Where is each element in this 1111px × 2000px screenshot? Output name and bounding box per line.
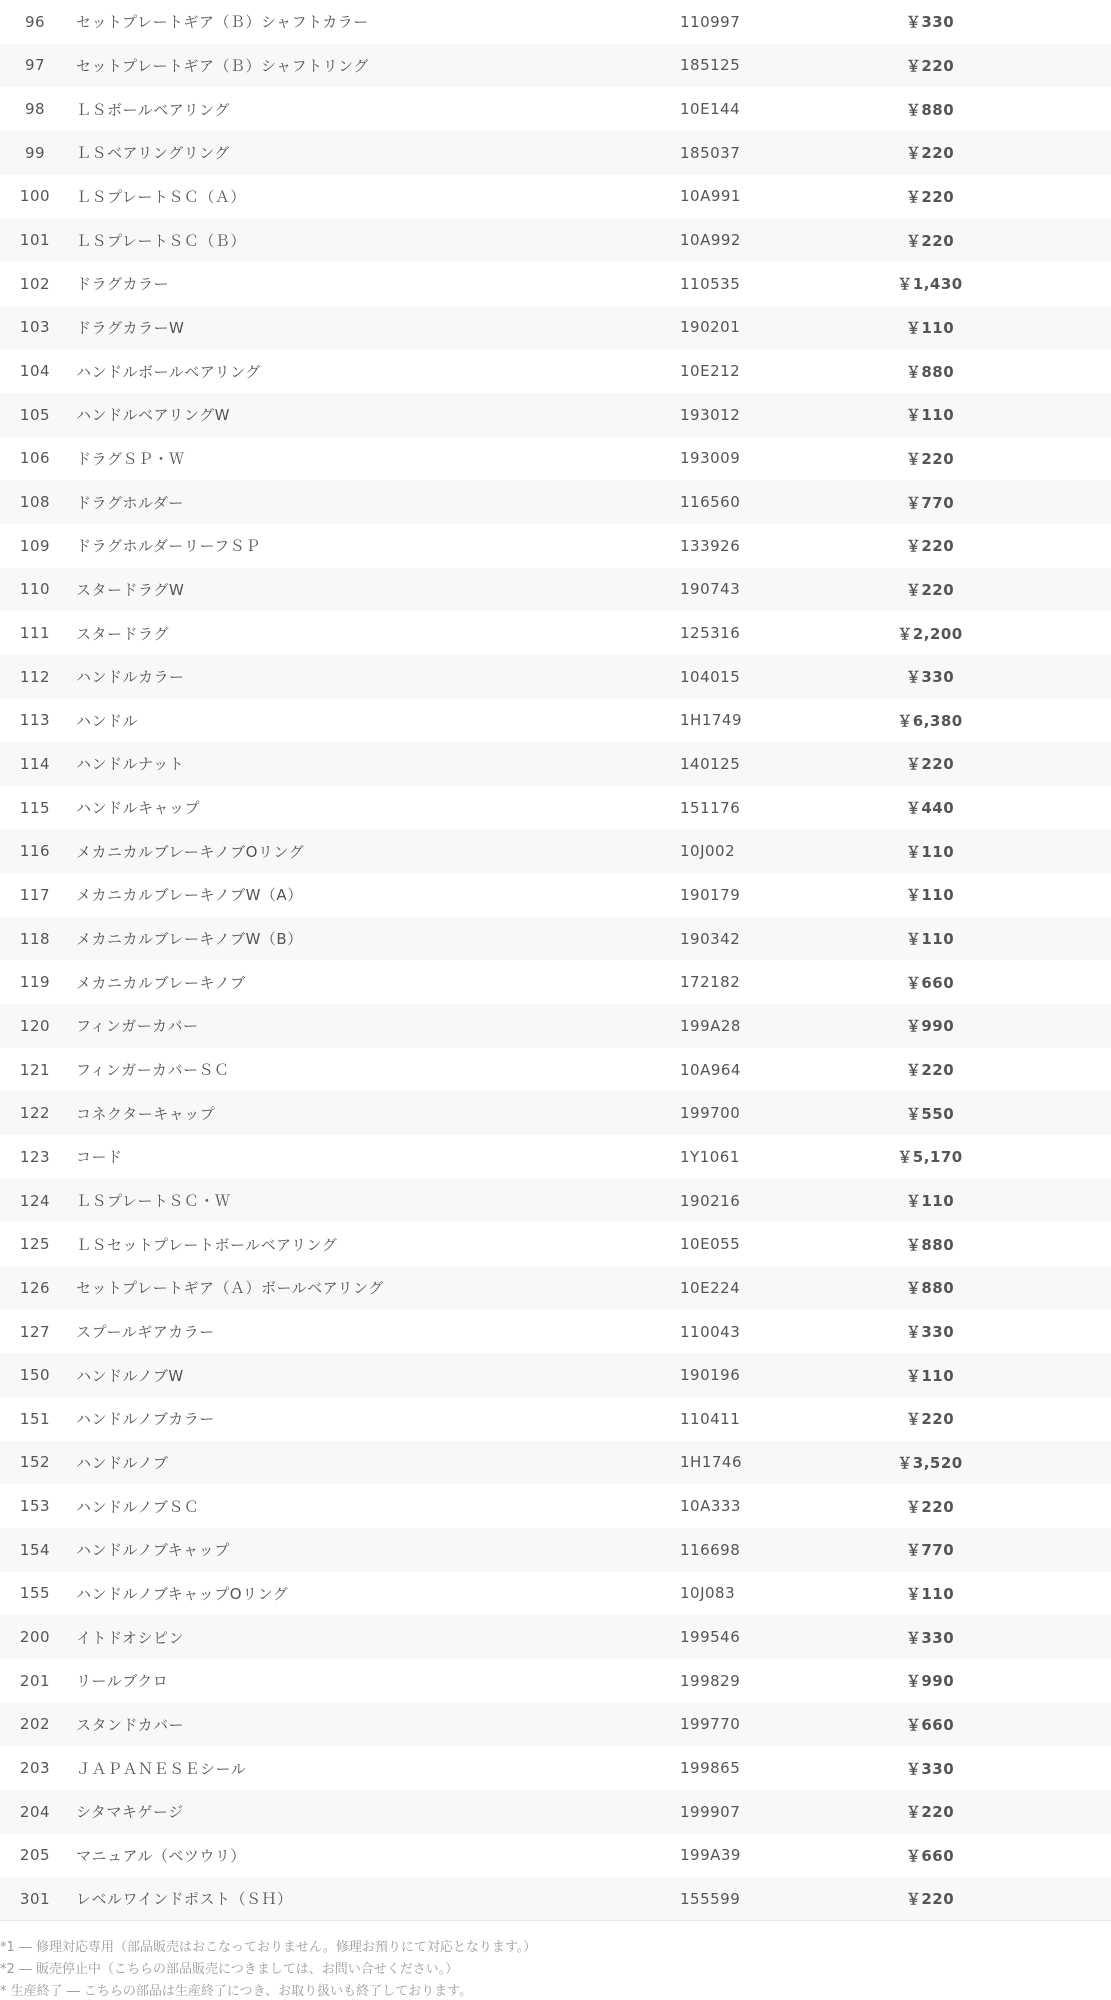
part-code: 199865: [680, 1759, 741, 1778]
row-spacer: [980, 480, 1111, 524]
row-spacer: [980, 87, 1111, 131]
row-spacer: [980, 262, 1111, 306]
table-row: [0, 917, 1111, 961]
part-price: ￥220: [905, 231, 955, 250]
part-price: ￥110: [905, 1366, 955, 1385]
part-code: 190196: [680, 1366, 741, 1385]
part-price: ￥220: [905, 1410, 955, 1429]
table-row: [0, 1703, 1111, 1747]
row-spacer: [980, 1484, 1111, 1528]
part-name: メカニカルブレーキノブW（A）: [76, 886, 303, 905]
row-spacer: [980, 960, 1111, 1004]
part-price: ￥220: [905, 537, 955, 556]
part-price: ￥110: [905, 406, 955, 425]
row-spacer: [980, 611, 1111, 655]
part-name: ＬＳプレートＳＣ（Ａ）: [76, 187, 246, 206]
part-number: 113: [19, 711, 51, 730]
part-number: 111: [19, 624, 51, 643]
part-price: ￥220: [905, 449, 955, 468]
part-code: 10A964: [680, 1060, 741, 1079]
row-spacer: [980, 1222, 1111, 1266]
row-spacer: [980, 655, 1111, 699]
part-price: ￥990: [905, 1017, 955, 1036]
part-price: ￥220: [905, 144, 955, 163]
table-row: [0, 1659, 1111, 1703]
row-spacer: [980, 524, 1111, 568]
part-code: 1Y1061: [680, 1147, 740, 1166]
part-code: 110411: [680, 1409, 741, 1428]
part-name: ハンドルカラー: [76, 668, 185, 687]
part-price: ￥880: [905, 1279, 955, 1298]
part-number: 155: [19, 1584, 51, 1603]
part-price: ￥880: [905, 100, 955, 119]
part-code: 185037: [680, 143, 741, 162]
part-name: ハンドルノブカラー: [76, 1410, 215, 1429]
part-price: ￥660: [905, 973, 955, 992]
part-price: ￥330: [905, 1323, 955, 1342]
part-number: 200: [19, 1628, 51, 1647]
part-price: ￥220: [905, 580, 955, 599]
part-number: 116: [19, 842, 51, 861]
part-number: 125: [19, 1235, 51, 1254]
part-price: ￥110: [905, 886, 955, 905]
part-price: ￥440: [905, 799, 955, 818]
part-name: ハンドルノブ: [76, 1453, 169, 1472]
part-number: 122: [19, 1104, 51, 1123]
part-price: ￥660: [905, 1846, 955, 1865]
part-code: 190201: [680, 318, 741, 337]
table-row: [0, 1397, 1111, 1441]
part-code: 190743: [680, 580, 741, 599]
table-row: [0, 1222, 1111, 1266]
table-row: [0, 0, 1111, 44]
part-price: ￥110: [905, 318, 955, 337]
part-number: 99: [24, 143, 46, 162]
footnote-sales-suspended: *2 ― 販売停止中（こちらの部品販売につきましては、お問い合せください。）: [0, 1962, 459, 1978]
part-name: ハンドル: [76, 711, 139, 730]
part-number: 97: [24, 56, 46, 75]
part-code: 10A333: [680, 1497, 741, 1516]
part-name: ドラグホルダー: [76, 493, 184, 512]
part-code: 10J083: [680, 1584, 736, 1603]
part-number: 123: [19, 1147, 51, 1166]
part-number: 112: [19, 667, 51, 686]
table-row: [0, 306, 1111, 350]
part-number: 110: [19, 580, 51, 599]
table-row: [0, 262, 1111, 306]
part-number: 104: [19, 362, 51, 381]
table-row: [0, 393, 1111, 437]
part-name: ハンドルナット: [76, 755, 185, 774]
row-spacer: [980, 1310, 1111, 1354]
part-code: 140125: [680, 754, 741, 773]
table-row: [0, 1179, 1111, 1223]
part-price: ￥990: [905, 1672, 955, 1691]
table-row: [0, 960, 1111, 1004]
table-row: [0, 437, 1111, 481]
part-name: フィンガーカバー: [76, 1017, 199, 1036]
part-name: セットプレートギア（Ｂ）シャフトリング: [76, 56, 369, 75]
part-name: ドラグカラーW: [76, 318, 185, 337]
row-spacer: [980, 218, 1111, 262]
row-spacer: [980, 44, 1111, 88]
table-row: [0, 1834, 1111, 1878]
part-name: ハンドルノブＳＣ: [76, 1497, 200, 1516]
row-spacer: [980, 131, 1111, 175]
table-row: [0, 1615, 1111, 1659]
part-code: 1H1746: [680, 1453, 742, 1472]
part-price: ￥770: [905, 1541, 955, 1560]
part-number: 204: [19, 1802, 51, 1821]
part-price: ￥3,520: [897, 1453, 963, 1472]
part-name: ハンドルボールベアリング: [76, 362, 261, 381]
table-row: [0, 873, 1111, 917]
part-code: 199700: [680, 1104, 741, 1123]
part-name: シタマキゲージ: [76, 1803, 184, 1822]
table-row: [0, 1790, 1111, 1834]
part-price: ￥330: [905, 13, 955, 32]
part-code: 110997: [680, 12, 741, 31]
row-spacer: [980, 1048, 1111, 1092]
row-spacer: [980, 1746, 1111, 1790]
table-row: [0, 524, 1111, 568]
part-name: ＬＳボールベアリング: [76, 100, 230, 119]
row-spacer: [980, 1572, 1111, 1616]
part-code: 104015: [680, 667, 741, 686]
part-price: ￥110: [905, 842, 955, 861]
part-name: ＬＳプレートＳＣ・Ｗ: [76, 1192, 231, 1211]
table-row: [0, 1528, 1111, 1572]
part-name: ハンドルノブキャップ: [76, 1541, 230, 1560]
part-number: 119: [19, 973, 51, 992]
part-number: 301: [19, 1889, 51, 1908]
part-number: 100: [19, 187, 51, 206]
part-number: 126: [19, 1278, 51, 1297]
part-name: ハンドルキャップ: [76, 799, 201, 818]
part-price: ￥5,170: [897, 1148, 963, 1167]
table-row: [0, 786, 1111, 830]
row-spacer: [980, 829, 1111, 873]
part-number: 121: [19, 1060, 51, 1079]
part-number: 117: [19, 885, 51, 904]
part-code: 110043: [680, 1322, 741, 1341]
row-spacer: [980, 1834, 1111, 1878]
part-number: 106: [19, 449, 51, 468]
part-name: メカニカルブレーキノブ: [76, 973, 246, 992]
part-code: 199546: [680, 1628, 741, 1647]
table-row: [0, 1091, 1111, 1135]
table-row: [0, 1484, 1111, 1528]
part-code: 10J002: [680, 842, 736, 861]
part-code: 110535: [680, 274, 741, 293]
row-spacer: [980, 1441, 1111, 1485]
part-number: 201: [19, 1671, 51, 1690]
table-row: [0, 175, 1111, 219]
part-code: 10A991: [680, 187, 741, 206]
part-code: 116560: [680, 493, 741, 512]
part-name: フィンガーカバーＳＣ: [76, 1061, 230, 1080]
part-number: 203: [19, 1759, 51, 1778]
part-number: 154: [19, 1540, 51, 1559]
part-price: ￥880: [905, 362, 955, 381]
part-name: ハンドルノブW: [76, 1366, 184, 1385]
row-spacer: [980, 699, 1111, 743]
row-spacer: [980, 175, 1111, 219]
part-code: 199A39: [680, 1846, 741, 1865]
part-name: セットプレートギア（Ｂ）シャフトカラー: [76, 13, 369, 32]
table-row: [0, 568, 1111, 612]
part-code: 155599: [680, 1889, 741, 1908]
part-code: 199770: [680, 1715, 741, 1734]
part-name: ＬＳセットプレートボールベアリング: [76, 1235, 338, 1254]
part-name: マニュアル（ベツウリ）: [76, 1846, 246, 1865]
part-price: ￥220: [905, 1497, 955, 1516]
row-spacer: [980, 1528, 1111, 1572]
part-code: 199907: [680, 1802, 741, 1821]
part-name: スタンドカバー: [76, 1715, 185, 1734]
table-row: [0, 1135, 1111, 1179]
row-spacer: [980, 1266, 1111, 1310]
footnotes: [0, 1937, 1111, 2000]
row-spacer: [980, 873, 1111, 917]
row-spacer: [980, 568, 1111, 612]
row-spacer: [980, 1353, 1111, 1397]
part-name: レベルワインドポスト（ＳＨ）: [76, 1890, 293, 1909]
part-code: 190179: [680, 885, 741, 904]
part-name: コネクターキャップ: [76, 1104, 216, 1123]
part-name: スタードラグW: [76, 580, 185, 599]
table-row: [0, 1310, 1111, 1354]
part-name: ドラグホルダーリーフＳＰ: [76, 537, 261, 556]
part-number: 115: [19, 798, 51, 817]
part-name: ＬＳプレートＳＣ（Ｂ）: [76, 231, 246, 250]
part-name: メカニカルブレーキノブOリング: [76, 842, 305, 861]
part-number: 151: [19, 1409, 51, 1428]
part-name: ＪＡＰＡＮＥＳＥシール: [76, 1759, 247, 1778]
part-number: 124: [19, 1191, 51, 1210]
part-name: スタードラグ: [76, 624, 170, 643]
part-code: 10E055: [680, 1235, 741, 1254]
part-price: ￥6,380: [897, 711, 963, 730]
part-price: ￥550: [905, 1104, 955, 1123]
part-number: 102: [19, 274, 51, 293]
table-row: [0, 44, 1111, 88]
row-spacer: [980, 1790, 1111, 1834]
row-spacer: [980, 393, 1111, 437]
part-name: ハンドルベアリングW: [76, 406, 230, 425]
part-number: 109: [19, 536, 51, 555]
part-name: スプールギアカラー: [76, 1323, 215, 1342]
row-spacer: [980, 1877, 1111, 1921]
part-number: 103: [19, 318, 51, 337]
table-row: [0, 1353, 1111, 1397]
part-number: 114: [19, 754, 51, 773]
table-row: [0, 1877, 1111, 1921]
part-price: ￥110: [905, 930, 955, 949]
part-price: ￥330: [905, 1759, 955, 1778]
row-spacer: [980, 1179, 1111, 1223]
table-row: [0, 1004, 1111, 1048]
part-price: ￥220: [905, 187, 955, 206]
part-price: ￥880: [905, 1235, 955, 1254]
table-row: [0, 131, 1111, 175]
row-spacer: [980, 1659, 1111, 1703]
part-number: 205: [19, 1846, 51, 1865]
part-code: 125316: [680, 624, 741, 643]
part-code: 10E224: [680, 1278, 741, 1297]
table-row: [0, 349, 1111, 393]
part-code: 10A992: [680, 231, 741, 250]
part-number: 105: [19, 405, 51, 424]
part-price: ￥770: [905, 493, 955, 512]
part-number: 96: [24, 12, 46, 31]
row-spacer: [980, 349, 1111, 393]
part-name: コード: [76, 1148, 123, 1167]
table-row: [0, 1266, 1111, 1310]
part-code: 185125: [680, 56, 741, 75]
part-name: ドラグカラー: [76, 275, 170, 294]
part-price: ￥220: [905, 56, 955, 75]
part-price: ￥110: [905, 1584, 955, 1603]
part-code: 193012: [680, 405, 741, 424]
part-code: 199829: [680, 1671, 741, 1690]
part-name: メカニカルブレーキノブW（B）: [76, 930, 303, 949]
part-price: ￥220: [905, 1803, 955, 1822]
part-number: 150: [19, 1366, 51, 1385]
part-number: 120: [19, 1016, 51, 1035]
part-name: セットプレートギア（Ａ）ボールベアリング: [76, 1279, 384, 1298]
row-spacer: [980, 306, 1111, 350]
part-code: 172182: [680, 973, 741, 992]
part-price: ￥220: [905, 1890, 955, 1909]
table-row: [0, 611, 1111, 655]
row-spacer: [980, 1091, 1111, 1135]
part-price: ￥110: [905, 1192, 955, 1211]
footnote-discontinued: * 生産終了 ― こちらの部品は生産終了につき、お取り扱いも終了しております。: [0, 1984, 473, 2000]
part-price: ￥220: [905, 755, 955, 774]
part-name: ハンドルノブキャップOリング: [76, 1584, 289, 1603]
row-spacer: [980, 1397, 1111, 1441]
row-spacer: [980, 1615, 1111, 1659]
part-code: 133926: [680, 536, 741, 555]
table-row: [0, 1746, 1111, 1790]
part-name: ＬＳベアリングリング: [76, 144, 230, 163]
row-spacer: [980, 437, 1111, 481]
part-name: イトドオシピン: [76, 1628, 185, 1647]
row-spacer: [980, 786, 1111, 830]
part-number: 118: [19, 929, 51, 948]
table-row: [0, 655, 1111, 699]
part-code: 190342: [680, 929, 741, 948]
table-row: [0, 87, 1111, 131]
part-price: ￥220: [905, 1061, 955, 1080]
part-number: 152: [19, 1453, 51, 1472]
row-spacer: [980, 0, 1111, 44]
footnote-repair-only: *1 ― 修理対応専用（部品販売はおこなっておりません。修理お預りにて対応となります。）: [0, 1940, 537, 1956]
part-code: 116698: [680, 1540, 741, 1559]
part-name: リールブクロ: [76, 1672, 169, 1691]
table-row: [0, 218, 1111, 262]
part-price: ￥660: [905, 1715, 955, 1734]
part-number: 202: [19, 1715, 51, 1734]
table-row: [0, 699, 1111, 743]
part-price: ￥330: [905, 1628, 955, 1647]
part-number: 101: [19, 231, 51, 250]
part-number: 108: [19, 493, 51, 512]
row-spacer: [980, 1135, 1111, 1179]
part-name: ドラグＳＰ・Ｗ: [76, 449, 185, 468]
part-price: ￥1,430: [897, 275, 963, 294]
row-spacer: [980, 1703, 1111, 1747]
part-code: 10E144: [680, 100, 741, 119]
table-row: [0, 829, 1111, 873]
part-code: 190216: [680, 1191, 741, 1210]
part-price: ￥2,200: [897, 624, 963, 643]
part-number: 153: [19, 1497, 51, 1516]
table-row: [0, 1441, 1111, 1485]
part-code: 10E212: [680, 362, 741, 381]
table-row: [0, 1572, 1111, 1616]
table-row: [0, 1048, 1111, 1092]
part-price: ￥330: [905, 668, 955, 687]
table-row: [0, 742, 1111, 786]
row-spacer: [980, 1004, 1111, 1048]
part-number: 98: [24, 100, 46, 119]
part-code: 1H1749: [680, 711, 742, 730]
part-number: 127: [19, 1322, 51, 1341]
part-code: 151176: [680, 798, 741, 817]
row-spacer: [980, 742, 1111, 786]
row-spacer: [980, 917, 1111, 961]
part-code: 193009: [680, 449, 741, 468]
part-code: 199A28: [680, 1016, 741, 1035]
table-row: [0, 480, 1111, 524]
